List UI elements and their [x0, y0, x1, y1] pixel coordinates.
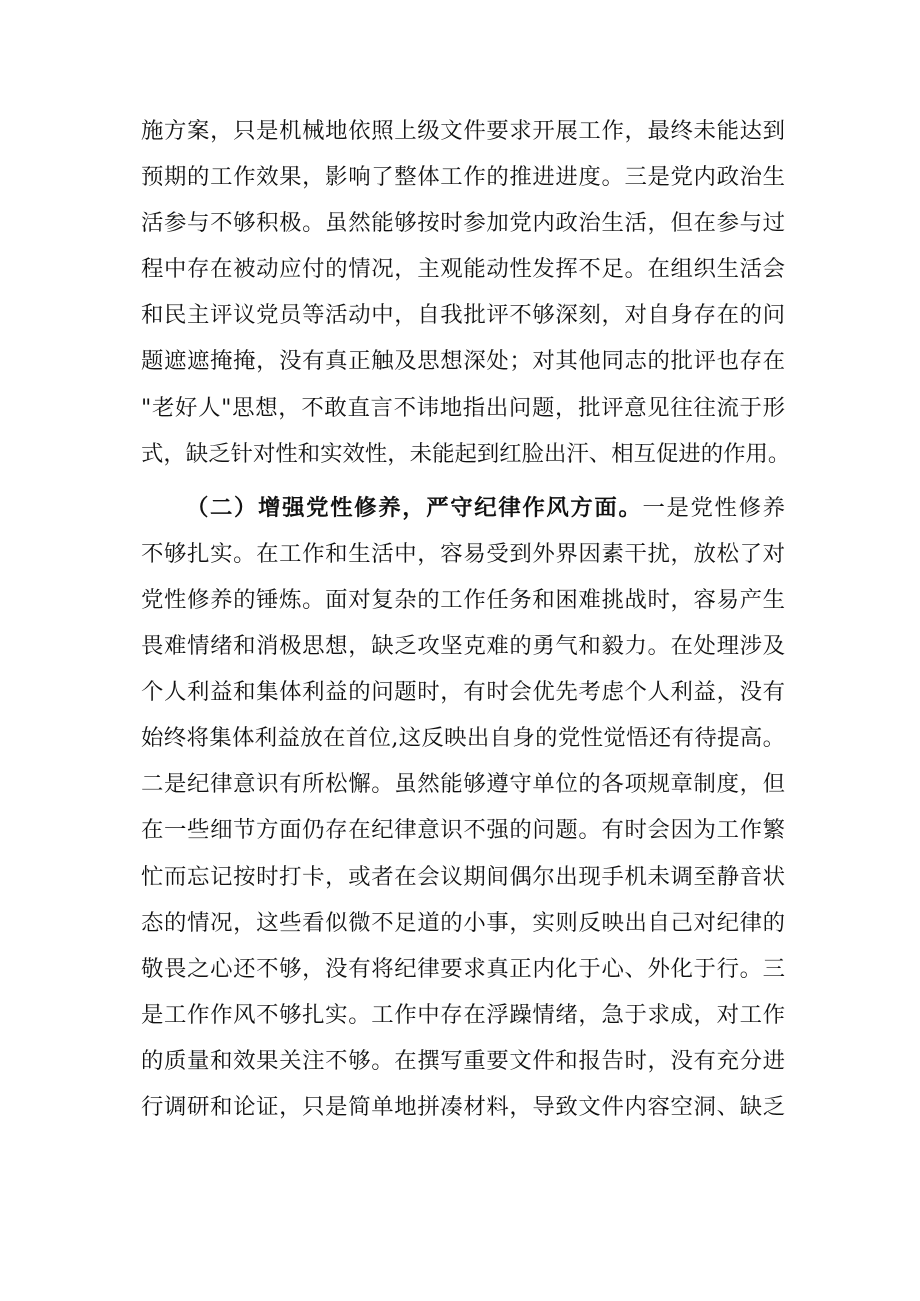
- text-line: 不够扎实。在工作和生活中，容易受到外界因素干扰，放松了对: [141, 540, 785, 567]
- text-line: 和民主评议党员等活动中，自我批评不够深刻，对自身存在的问: [141, 302, 785, 329]
- text-line: 的质量和效果关注不够。在撰写重要文件和报告时，没有充分进: [141, 1047, 785, 1074]
- paragraph-first-line: [141, 485, 785, 531]
- paragraph-spacer: [141, 477, 785, 485]
- text-line: "老好人"思想，不敢直言不讳地指出问题，批评意见往往流于形: [141, 394, 785, 421]
- document-body: [141, 108, 791, 1130]
- text-line: 态的情况，这些看似微不足道的小事，实则反映出自己对纪律的: [141, 909, 785, 936]
- section-heading: （二）增强党性修养，严守纪律作风方面。: [186, 494, 643, 521]
- text-line: 始终将集体利益放在首位,这反映出自身的党性觉悟还有待提高。: [141, 725, 785, 752]
- text-line: 程中存在被动应付的情况，主观能动性发挥不足。在组织生活会: [141, 256, 785, 283]
- heading-continuation: 一是党性修养: [642, 494, 786, 521]
- text-line: 施方案，只是机械地依照上级文件要求开展工作，最终未能达到: [141, 118, 785, 144]
- text-line: 式，缺乏针对性和实效性，未能起到红脸出汗、相互促进的作用。: [141, 440, 791, 467]
- text-line: 在一些细节方面仍存在纪律意识不强的问题。有时会因为工作繁: [141, 817, 785, 844]
- text-line: 预期的工作效果，影响了整体工作的推进进度。三是党内政治生: [141, 164, 785, 191]
- text-line: 行调研和论证，只是简单地拼凑材料，导致文件内容空洞、缺乏: [141, 1093, 785, 1120]
- text-line: 是工作作风不够扎实。工作中存在浮躁情绪，急于求成，对工作: [141, 1001, 785, 1028]
- text-line: 畏难情绪和消极思想，缺乏攻坚克难的勇气和毅力。在处理涉及: [141, 633, 785, 660]
- text-line: 个人利益和集体利益的问题时，有时会优先考虑个人利益，没有: [141, 679, 785, 706]
- text-line: 敬畏之心还不够，没有将纪律要求真正内化于心、外化于行。三: [141, 955, 785, 982]
- text-line: 题遮遮掩掩，没有真正触及思想深处；对其他同志的批评也存在: [141, 348, 785, 375]
- text-line: 二是纪律意识有所松懈。虽然能够遵守单位的各项规章制度，但: [141, 771, 785, 798]
- text-line: 忙而忘记按时打卡，或者在会议期间偶尔出现手机未调至静音状: [141, 863, 785, 890]
- text-line: 活参与不够积极。虽然能够按时参加党内政治生活，但在参与过: [141, 210, 785, 237]
- paragraph-2: [141, 485, 785, 1130]
- text-line: 党性修养的锤炼。面对复杂的工作任务和困难挑战时，容易产生: [141, 586, 785, 613]
- paragraph-1: [141, 108, 791, 477]
